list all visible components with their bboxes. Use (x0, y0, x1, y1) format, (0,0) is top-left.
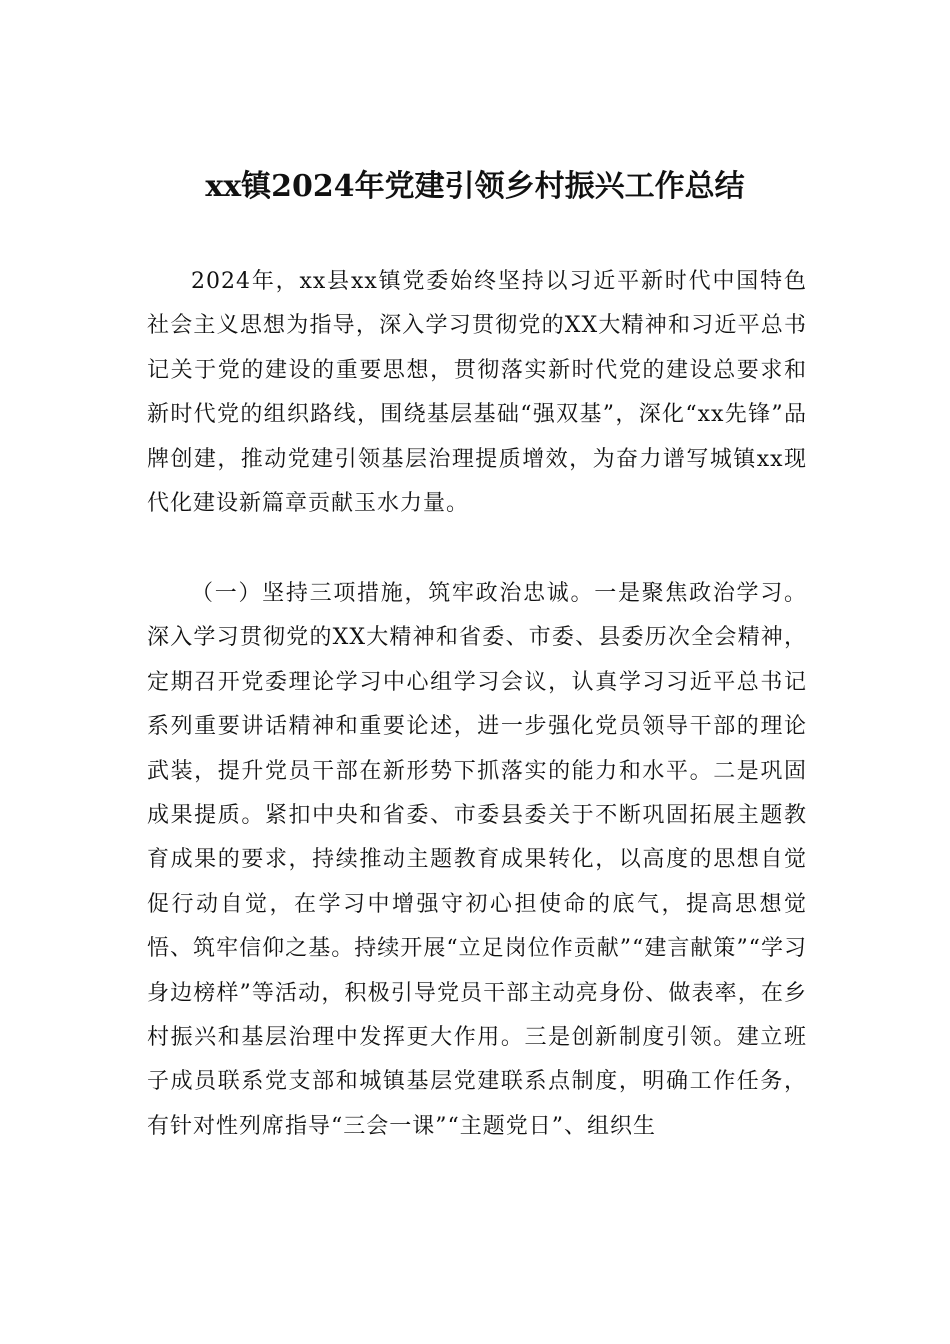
paragraph-section-1: （一）坚持三项措施，筑牢政治忠诚。一是聚焦政治学习。深入学习贯彻党的XX大精神和省委、市委、县委历次全会精神，定期召开党委理论学习中心组学习会议，认真学习习近平总书记系列重要讲话精神和重要论述，进一步强化党员领导干部的理论武装，提升党员干部在新形势下抓落实的能力和水平。二是巩固成果提质。紧扣中央和省委、市委县委关于不断巩固拓展主题教育成果的要求，持续推动主题教育成果转化，以高度的思想自觉促行动自觉，在学习中增强守初心担使命的底气，提高思想觉悟、筑牢信仰之基。持续开展“立足岗位作贡献”“建言献策”“学习身边榜样”等活动，积极引导党员干部主动亮身份、做表率，在乡村振兴和基层治理中发挥更大作用。三是创新制度引领。建立班子成员联系党支部和城镇基层党建联系点制度，明确工作任务，有针对性列席指导“三会一课”“主题党日”、组织生 (147, 581, 807, 1139)
paragraph-intro: 2024年，xx县xx镇党委始终坚持以习近平新时代中国特色社会主义思想为指导，深入学习贯彻党的XX大精神和习近平总书记关于党的建设的重要思想，贯彻落实新时代党的建设总要求和新时代党的组织路线，围绕基层基础“强双基”，深化“xx先锋”品牌创建，推动党建引领基层治理提质增效，为奋力谱写城镇xx现代化建设新篇章贡献玉水力量。 (147, 269, 807, 517)
document-title: xx镇2024年党建引领乡村振兴工作总结 (205, 169, 745, 204)
